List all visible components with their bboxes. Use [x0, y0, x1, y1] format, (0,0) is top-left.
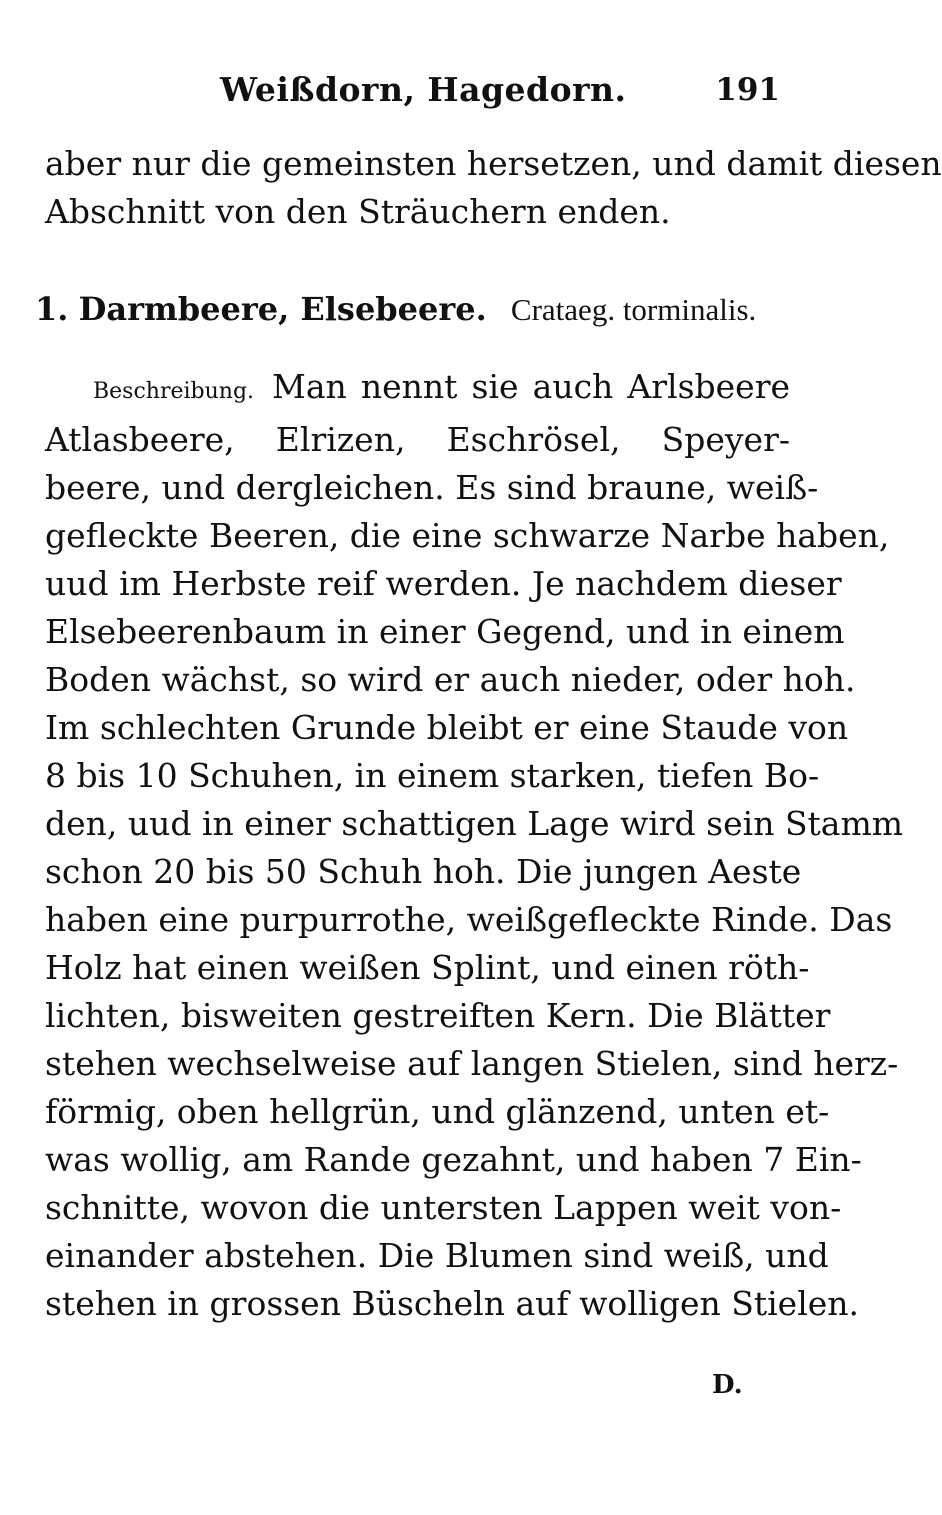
text-line: 8 bis 10 Schuhen, in einem starken, tiefen Bo- [45, 756, 820, 795]
text-line: Holz hat einen weißen Splint, und einen röth- [45, 948, 810, 987]
text-line: den, uud in einer schattigen Lage wird sein Stamm [45, 804, 904, 843]
text-line: was wollig, am Rande gezahnt, und haben 7 Ein- [45, 1140, 862, 1179]
catchword: D. [712, 1370, 743, 1400]
text-line: lichten, bisweiten gestreiften Kern. Die Blätter [45, 996, 831, 1035]
text-line: Atlasbeere, Elrizen, Eschrösel, Speyer- [45, 420, 790, 459]
text-line: Im schlechten Grunde bleibt er eine Staude von [45, 708, 849, 747]
text-line: haben eine purpurrothe, weißgefleckte Rinde. Das [45, 900, 893, 939]
entry-vernacular-name: Darmbeere, Elsebeere. [78, 290, 487, 328]
text-line: Elsebeerenbaum in einer Gegend, und in einem [45, 612, 845, 651]
entry-description [45, 363, 904, 1328]
entry-number: 1. [35, 290, 69, 328]
entry-latin-name: Crataeg. torminalis. [510, 292, 757, 327]
running-head [60, 60, 780, 120]
intro-paragraph [45, 140, 942, 236]
text-line: Boden wächst, so wird er auch nieder, oder hoh. [45, 660, 856, 699]
text-line: gefleckte Beeren, die eine schwarze Narbe haben, [45, 516, 890, 555]
entry-heading [35, 290, 790, 328]
text-line: schnitte, wovon die untersten Lappen weit von- [45, 1188, 842, 1227]
text-line: einander abstehen. Die Blumen sind weiß, und [45, 1236, 829, 1275]
text-line [45, 363, 790, 416]
text-line: Abschnitt von den Sträuchern enden. [45, 192, 671, 231]
section-label: Beschreibung. [93, 379, 255, 404]
text-line: förmig, oben hellgrün, und glänzend, unten et- [45, 1092, 830, 1131]
text-line: stehen in grossen Büscheln auf wolligen Stielen. [45, 1284, 860, 1323]
text-line: stehen wechselweise auf langen Stielen, sind herz- [45, 1044, 899, 1083]
text-line: aber nur die gemeinsten hersetzen, und damit diesen [45, 144, 942, 183]
text-line: beere, und dergleichen. Es sind braune, weiß- [45, 468, 819, 507]
text-line: schon 20 bis 50 Schuh hoh. Die jungen Aeste [45, 852, 802, 891]
running-title: Weißdorn, Hagedorn. [220, 70, 627, 109]
page-number: 191 [715, 72, 780, 108]
text-line-content: Man nennt sie auch Arlsbeere [272, 367, 790, 406]
text-line: uud im Herbste reif werden. Je nachdem dieser [45, 564, 842, 603]
